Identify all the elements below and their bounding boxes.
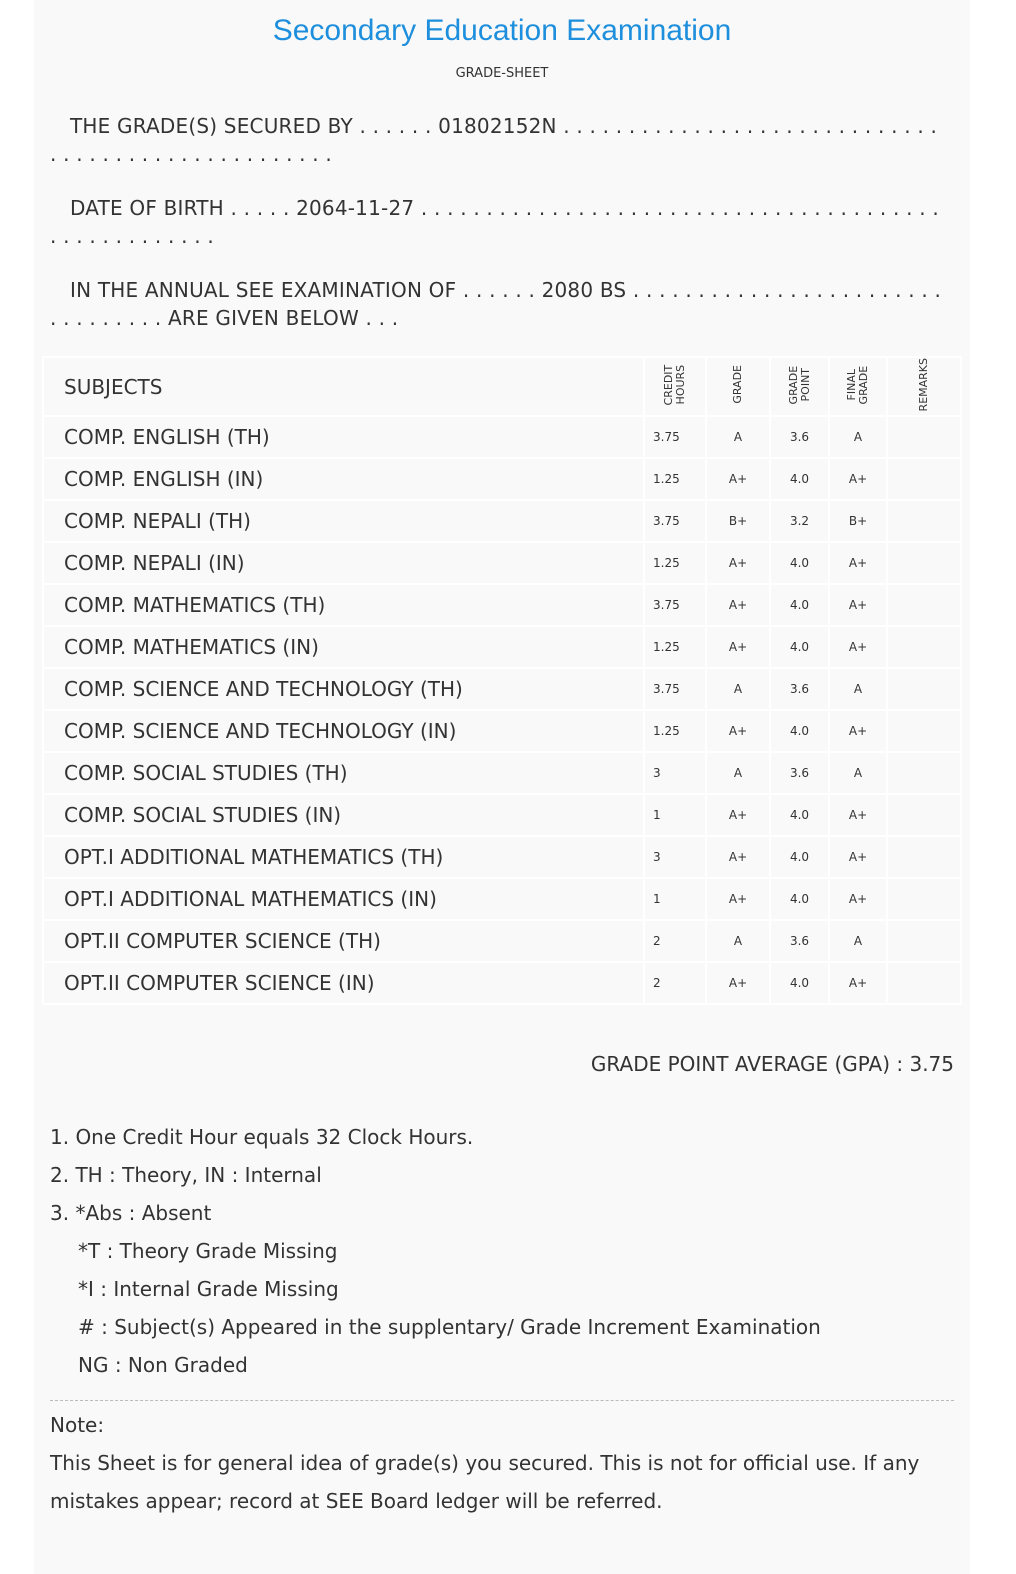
legend-item: NG : Non Graded <box>78 1353 248 1377</box>
header-grade-point: GRADE POINT <box>786 365 812 405</box>
secured-by-label: THE GRADE(S) SECURED BY <box>70 114 353 138</box>
grade-cell: A <box>706 416 770 458</box>
legend-item: *I : Internal Grade Missing <box>78 1277 339 1301</box>
dob-label: DATE OF BIRTH <box>70 196 224 220</box>
subject-cell: COMP. ENGLISH (TH) <box>43 416 644 458</box>
header-grade-cell <box>706 357 770 416</box>
table-row <box>43 626 961 668</box>
remarks-cell <box>887 542 961 584</box>
grade-cell: A+ <box>706 458 770 500</box>
subject-cell: COMP. MATHEMATICS (TH) <box>43 584 644 626</box>
legend-item: 1. One Credit Hour equals 32 Clock Hours. <box>50 1125 474 1149</box>
remarks-cell <box>887 962 961 1004</box>
final-grade-cell: A+ <box>829 794 887 836</box>
exam-year: 2080 BS <box>541 278 627 302</box>
header-subjects: SUBJECTS <box>43 357 644 416</box>
grade-point-cell: 3.2 <box>770 500 829 542</box>
grade-cell: B+ <box>706 500 770 542</box>
grade-point-cell: 3.6 <box>770 668 829 710</box>
symbol-number: 01802152N <box>438 114 557 138</box>
legend-item: 2. TH : Theory, IN : Internal <box>50 1163 322 1187</box>
header-final-grade: FINAL GRADE <box>845 365 870 405</box>
table-row <box>43 500 961 542</box>
grade-point-cell: 4.0 <box>770 962 829 1004</box>
final-grade-cell: A <box>829 752 887 794</box>
final-grade-cell: A+ <box>829 626 887 668</box>
note-label: Note: <box>50 1413 105 1437</box>
grade-cell: A+ <box>706 626 770 668</box>
remarks-cell <box>887 416 961 458</box>
subject-cell: COMP. ENGLISH (IN) <box>43 458 644 500</box>
grade-cell: A+ <box>706 584 770 626</box>
divider <box>50 1400 954 1401</box>
grade-cell: A+ <box>706 962 770 1004</box>
final-grade-cell: B+ <box>829 500 887 542</box>
credit-hours-cell: 3.75 <box>644 500 706 542</box>
credit-hours-cell: 3.75 <box>644 668 706 710</box>
grade-cell: A+ <box>706 794 770 836</box>
remarks-cell <box>887 500 961 542</box>
subject-cell: COMP. SOCIAL STUDIES (TH) <box>43 752 644 794</box>
final-grade-cell: A+ <box>829 962 887 1004</box>
table-row <box>43 542 961 584</box>
grade-point-cell: 4.0 <box>770 878 829 920</box>
subject-cell: COMP. NEPALI (TH) <box>43 500 644 542</box>
credit-hours-cell: 2 <box>644 962 706 1004</box>
credit-hours-cell: 3 <box>644 836 706 878</box>
grade-cell: A <box>706 752 770 794</box>
credit-hours-cell: 1 <box>644 794 706 836</box>
table-row <box>43 878 961 920</box>
credit-hours-cell: 1.25 <box>644 626 706 668</box>
final-grade-cell: A <box>829 920 887 962</box>
remarks-cell <box>887 920 961 962</box>
given-below: ARE GIVEN BELOW . . . <box>168 306 399 330</box>
subject-cell: COMP. NEPALI (IN) <box>43 542 644 584</box>
subject-cell: COMP. SCIENCE AND TECHNOLOGY (IN) <box>43 710 644 752</box>
credit-hours-cell: 1.25 <box>644 710 706 752</box>
header-final-grade-cell <box>829 357 887 416</box>
final-grade-cell: A+ <box>829 458 887 500</box>
grade-cell: A+ <box>706 542 770 584</box>
exam-label: IN THE ANNUAL SEE EXAMINATION OF <box>70 278 457 302</box>
table-header-row <box>43 357 961 416</box>
remarks-cell <box>887 794 961 836</box>
grade-cell: A <box>706 668 770 710</box>
subject-cell: OPT.I ADDITIONAL MATHEMATICS (IN) <box>43 878 644 920</box>
final-grade-cell: A <box>829 416 887 458</box>
grade-point-cell: 4.0 <box>770 794 829 836</box>
gpa: GRADE POINT AVERAGE (GPA) : 3.75 <box>590 1052 954 1076</box>
note <box>50 1406 950 1520</box>
dob-value: 2064-11-27 <box>296 196 415 220</box>
table-row <box>43 668 961 710</box>
table-row <box>43 836 961 878</box>
credit-hours-cell: 3.75 <box>644 416 706 458</box>
header-credit-hours-cell <box>644 357 706 416</box>
table-row <box>43 584 961 626</box>
grade-point-cell: 4.0 <box>770 458 829 500</box>
subject-cell: COMP. SCIENCE AND TECHNOLOGY (TH) <box>43 668 644 710</box>
grades-table <box>42 356 962 1005</box>
remarks-cell <box>887 710 961 752</box>
grade-cell: A <box>706 920 770 962</box>
secured-by-line: THE GRADE(S) SECURED BY . . . . . . 01802152N . . . . . . . . . . . . . . . . . . . . . . . . . . . . . . . . . . . . . . . . . . . . . . . . . . . <box>50 114 944 166</box>
page-title: Secondary Education Examination <box>272 14 732 47</box>
subject-cell: OPT.II COMPUTER SCIENCE (TH) <box>43 920 644 962</box>
final-grade-cell: A+ <box>829 710 887 752</box>
subject-cell: COMP. SOCIAL STUDIES (IN) <box>43 794 644 836</box>
legend-item: # : Subject(s) Appeared in the supplentary/ Grade Increment Examination <box>78 1315 821 1339</box>
grade-cell: A+ <box>706 878 770 920</box>
table-row <box>43 416 961 458</box>
remarks-cell <box>887 878 961 920</box>
table-row <box>43 794 961 836</box>
grade-point-cell: 3.6 <box>770 752 829 794</box>
final-grade-cell: A+ <box>829 878 887 920</box>
subject-cell: OPT.II COMPUTER SCIENCE (IN) <box>43 962 644 1004</box>
table-row <box>43 458 961 500</box>
table-row <box>43 752 961 794</box>
subject-cell: OPT.I ADDITIONAL MATHEMATICS (TH) <box>43 836 644 878</box>
page-subtitle: GRADE-SHEET <box>455 66 549 81</box>
grade-cell: A+ <box>706 836 770 878</box>
legend-item: *T : Theory Grade Missing <box>78 1239 338 1263</box>
subject-cell: COMP. MATHEMATICS (IN) <box>43 626 644 668</box>
credit-hours-cell: 1.25 <box>644 542 706 584</box>
final-grade-cell: A <box>829 668 887 710</box>
dob-line: DATE OF BIRTH . . . . . 2064-11-27 . . . . . . . . . . . . . . . . . . . . . . . . . . . . . . . . . . . . . . . . . . . . . . . . . . . . . <box>50 196 946 248</box>
grade-point-cell: 4.0 <box>770 710 829 752</box>
header-credit-hours: CREDIT HOURS <box>662 364 687 406</box>
remarks-cell <box>887 584 961 626</box>
note-text: This Sheet is for general idea of grade(s) you secured. This is not for official use. If any mistakes appear; record at SEE Board ledger will be referred. <box>50 1451 920 1513</box>
table-row <box>43 710 961 752</box>
credit-hours-cell: 3.75 <box>644 584 706 626</box>
header-grade: GRADE <box>731 365 744 405</box>
remarks-cell <box>887 458 961 500</box>
legend <box>50 1118 821 1384</box>
remarks-cell <box>887 668 961 710</box>
grade-point-cell: 4.0 <box>770 542 829 584</box>
final-grade-cell: A+ <box>829 836 887 878</box>
credit-hours-cell: 1 <box>644 878 706 920</box>
final-grade-cell: A+ <box>829 584 887 626</box>
remarks-cell <box>887 752 961 794</box>
grade-point-cell: 4.0 <box>770 836 829 878</box>
credit-hours-cell: 2 <box>644 920 706 962</box>
header-remarks-cell <box>887 357 961 416</box>
table-row <box>43 920 961 962</box>
remarks-cell <box>887 836 961 878</box>
remarks-cell <box>887 626 961 668</box>
exam-line: IN THE ANNUAL SEE EXAMINATION OF . . . . . . 2080 BS . . . . . . . . . . . . . . . . . . . . . . . . . . . . . . . . . ARE GIVEN BELOW . . . <box>50 278 948 330</box>
grade-cell: A+ <box>706 710 770 752</box>
credit-hours-cell: 1.25 <box>644 458 706 500</box>
grade-sheet-card <box>34 0 970 1574</box>
legend-item: 3. *Abs : Absent <box>50 1201 212 1225</box>
table-row <box>43 962 961 1004</box>
grade-point-cell: 3.6 <box>770 416 829 458</box>
grade-point-cell: 3.6 <box>770 920 829 962</box>
header-remarks: REMARKS <box>917 358 930 412</box>
final-grade-cell: A+ <box>829 542 887 584</box>
grade-point-cell: 4.0 <box>770 626 829 668</box>
header-grade-point-cell <box>770 357 829 416</box>
grade-point-cell: 4.0 <box>770 584 829 626</box>
credit-hours-cell: 3 <box>644 752 706 794</box>
